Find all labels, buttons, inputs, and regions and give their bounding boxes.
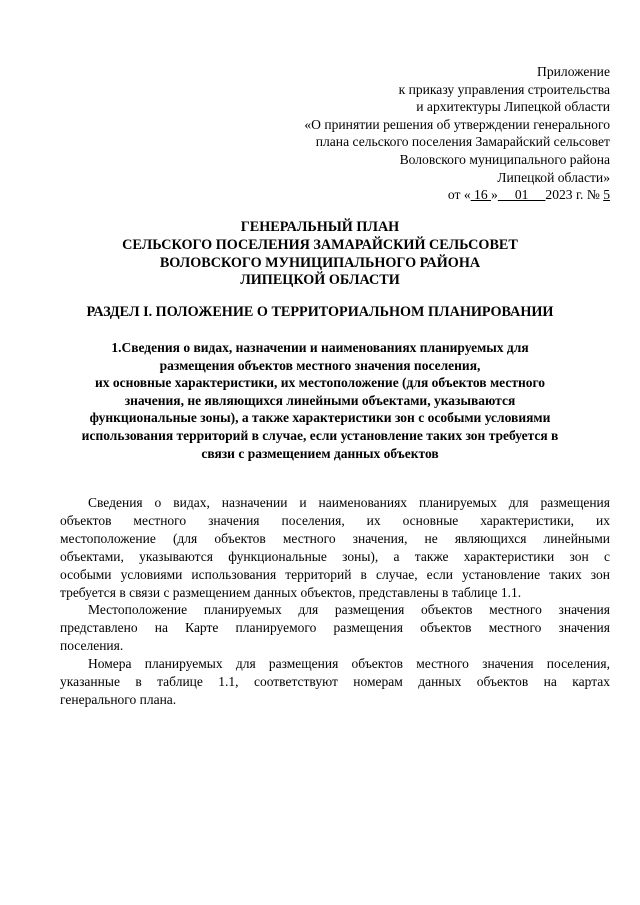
paragraph-line: объектов местного значения поселения, их основные характеристики, их bbox=[60, 512, 610, 528]
subsection-heading bbox=[52, 339, 588, 462]
paragraph-line: Местоположение планируемых для размещения объектов местного значения bbox=[88, 602, 610, 618]
appendix-line: к приказу управления строительства bbox=[398, 81, 610, 97]
subsection-line: использования территорий в случае, если установление таких зон требуется в bbox=[81, 427, 559, 443]
appendix-block bbox=[250, 63, 610, 204]
paragraph-line: указанные в таблице 1.1, соответствуют номерам данных объектов на картах bbox=[60, 674, 610, 690]
subsection-line: функциональные зоны), а также характеристики зон с особыми условиями bbox=[89, 410, 551, 426]
subsection-line: 1.Сведения о видах, назначении и наименованиях планируемых для bbox=[111, 340, 529, 355]
title-line: ВОЛОВСКОГО МУНИЦИПАЛЬНОГО РАЙОНА bbox=[159, 254, 481, 271]
paragraph-line: Номера планируемых для размещения объектов местного значения поселения, bbox=[88, 656, 610, 672]
paragraph-line: объектами, указываются функциональные зоны), а также характеристики зон с bbox=[60, 548, 610, 564]
title-line: ГЕНЕРАЛЬНЫЙ ПЛАН bbox=[240, 219, 400, 235]
subsection-line: значения, не являющихся линейными объектами, указываются bbox=[124, 392, 516, 408]
appendix-line: Воловского муниципального района bbox=[399, 151, 610, 167]
appendix-line: Липецкой области» bbox=[497, 169, 610, 185]
paragraph-line: поселения. bbox=[60, 638, 124, 654]
appendix-line: «О принятии решения об утверждении генерального bbox=[304, 116, 610, 132]
title-line: СЕЛЬСКОГО ПОСЕЛЕНИЯ ЗАМАРАЙСКИЙ СЕЛЬСОВЕТ bbox=[122, 236, 518, 253]
date-month: 01 bbox=[497, 187, 546, 203]
document-title bbox=[60, 219, 580, 290]
appendix-line: и архитектуры Липецкой области bbox=[416, 99, 610, 115]
body-text bbox=[60, 494, 610, 709]
paragraph-2 bbox=[60, 601, 610, 655]
order-number: 5 bbox=[603, 187, 610, 203]
date-prefix: от « bbox=[447, 187, 471, 203]
paragraph-line: особыми условиями использования территорий в случае, если установление таких зон bbox=[60, 566, 610, 582]
subsection-line: размещения объектов местного значения поселения, bbox=[159, 357, 481, 373]
paragraph-line: местоположение (для объектов местного значения, не являющихся линейными bbox=[60, 530, 610, 546]
appendix-line: Приложение bbox=[537, 64, 610, 79]
paragraph-line: представлено на Карте планируемого размещения объектов местного значения bbox=[60, 620, 610, 636]
paragraph-1 bbox=[60, 494, 610, 601]
title-line: ЛИПЕЦКОЙ ОБЛАСТИ bbox=[240, 272, 400, 289]
paragraph-line: генерального плана. bbox=[60, 691, 177, 707]
subsection-line: связи с размещением данных объектов bbox=[201, 445, 439, 461]
paragraph-line: требуется в связи с размещением данных объектов, представлены в таблице 1.1. bbox=[60, 584, 522, 600]
date-year: 2023 г. № bbox=[545, 187, 604, 203]
date-day: 16 bbox=[470, 187, 492, 203]
section-heading: РАЗДЕЛ I. ПОЛОЖЕНИЕ О ТЕРРИТОРИАЛЬНОМ ПЛАНИРОВАНИИ bbox=[86, 304, 554, 320]
date-separator: » bbox=[491, 187, 498, 203]
order-date-line bbox=[250, 186, 610, 204]
subsection-line: их основные характеристики, их местоположение (для объектов местного bbox=[94, 375, 546, 391]
paragraph-3 bbox=[60, 655, 610, 709]
appendix-line: плана сельского поселения Замарайский сельсовет bbox=[315, 134, 610, 150]
paragraph-line: Сведения о видах, назначении и наименованиях планируемых для размещения bbox=[88, 495, 610, 510]
